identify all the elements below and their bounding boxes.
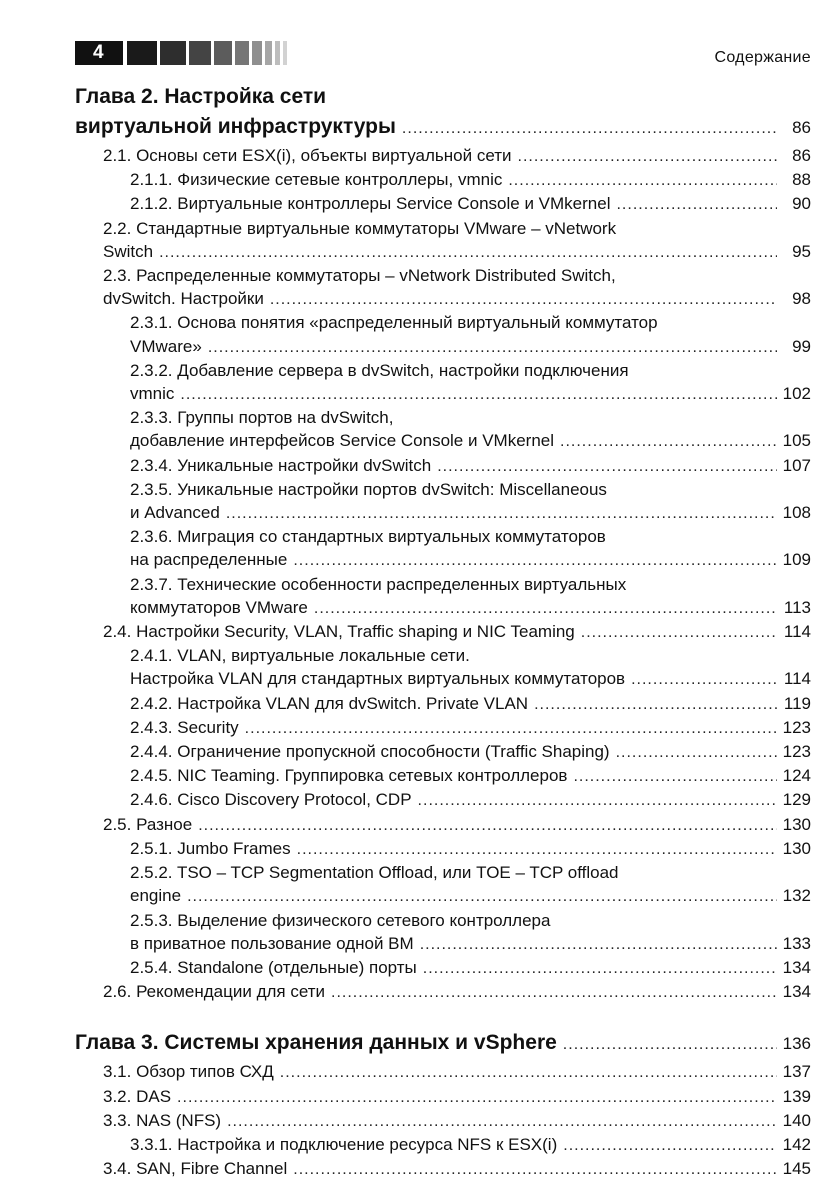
toc-entry-title: 2.4.4. Ограничение пропускной способности (Traffic Shaping) xyxy=(130,742,610,762)
chapter-2-title-line2: виртуальной инфраструктуры xyxy=(75,115,396,138)
toc-entry[interactable] xyxy=(75,573,811,620)
chapter-3-entries xyxy=(75,1060,811,1181)
chapter-2-title-row xyxy=(75,112,811,144)
toc-entry-row xyxy=(103,240,811,264)
dot-leader xyxy=(314,597,777,620)
chapter-2-entries xyxy=(75,144,811,1004)
toc-entry[interactable] xyxy=(75,264,811,311)
toc-entry-row xyxy=(103,620,811,644)
dot-leader xyxy=(581,621,777,644)
toc-entry-page: 88 xyxy=(792,170,811,190)
toc-entry-page: 107 xyxy=(782,455,811,475)
header-bar xyxy=(252,41,262,65)
toc-entry-text-line: 2.4.1. VLAN, виртуальные локальные сети. xyxy=(130,646,470,666)
toc-entry[interactable] xyxy=(75,478,811,525)
toc-entry[interactable] xyxy=(75,837,811,861)
dot-leader xyxy=(573,765,776,788)
running-header-title: Содержание xyxy=(714,49,811,66)
dot-leader xyxy=(226,502,777,525)
chapter-2-page: 86 xyxy=(792,118,811,137)
toc-entry[interactable] xyxy=(75,716,811,740)
toc-entry-title: 2.1.1. Физические сетевые контроллеры, vmnic xyxy=(130,170,503,190)
toc-entry-page: 113 xyxy=(783,597,811,617)
toc-entry[interactable] xyxy=(75,1085,811,1109)
toc-entry-title: Switch xyxy=(103,241,154,261)
toc-entry-page: 114 xyxy=(783,622,811,642)
toc-entry-row xyxy=(130,192,811,216)
dot-leader xyxy=(616,193,777,216)
toc-entry[interactable] xyxy=(75,144,811,168)
toc-entry-text-line: 2.3.5. Уникальные настройки портов dvSwitch: Miscellaneous xyxy=(130,479,607,499)
toc-entry-title: в приватное пользование одной ВМ xyxy=(130,933,414,953)
chapter-2-heading xyxy=(75,82,811,144)
toc-entry[interactable] xyxy=(75,813,811,837)
dot-leader xyxy=(508,169,777,192)
toc-entry-page: 124 xyxy=(782,766,811,786)
header-bar xyxy=(283,41,287,65)
header-bar xyxy=(214,41,232,65)
toc-entry-text-line: 2.3.1. Основа понятия «распределенный виртуальный коммутатор xyxy=(130,313,658,333)
toc-entry-page: 142 xyxy=(782,1134,811,1154)
toc-entry-page: 99 xyxy=(792,336,811,356)
toc-entry-row xyxy=(130,716,811,740)
toc-entry-title: добавление интерфейсов Service Console и VMkernel xyxy=(130,431,555,451)
toc-entry-row xyxy=(130,837,811,861)
toc-entry[interactable] xyxy=(75,168,811,192)
table-of-contents xyxy=(75,82,811,1181)
toc-entry-text-line: 2.2. Стандартные виртуальные коммутаторы VMware – vNetwork xyxy=(103,218,617,238)
toc-entry-page: 98 xyxy=(792,289,811,309)
toc-entry-text-line: 2.3.3. Группы портов на dvSwitch, xyxy=(130,408,394,428)
dot-leader xyxy=(631,668,777,691)
toc-entry-page: 129 xyxy=(782,790,811,810)
toc-entry-title: 2.5.1. Jumbo Frames xyxy=(130,838,291,858)
toc-entry-page: 109 xyxy=(782,550,811,570)
toc-entry-title: 2.1.2. Виртуальные контроллеры Service Console и VMkernel xyxy=(130,194,611,214)
toc-entry-page: 86 xyxy=(792,146,811,165)
toc-entry-row xyxy=(130,382,811,406)
toc-entry-title: 3.3. NAS (NFS) xyxy=(103,1110,222,1130)
dot-leader xyxy=(293,1158,776,1181)
toc-entry-title: 2.5. Разное xyxy=(103,814,193,834)
header-bar xyxy=(265,41,272,65)
toc-entry[interactable] xyxy=(75,525,811,572)
toc-entry-page: 95 xyxy=(792,241,811,261)
toc-entry-page: 102 xyxy=(782,384,811,404)
toc-entry-title: 3.1. Обзор типов СХД xyxy=(103,1062,274,1082)
dot-leader xyxy=(245,717,777,740)
toc-entry[interactable] xyxy=(75,764,811,788)
toc-entry-title: 2.3.4. Уникальные настройки dvSwitch xyxy=(130,455,432,475)
toc-entry[interactable] xyxy=(75,311,811,358)
toc-entry-page: 145 xyxy=(782,1159,811,1179)
dot-leader xyxy=(208,336,777,359)
toc-entry-title: 3.3.1. Настройка и подключение ресурса NFS к ESX(i) xyxy=(130,1134,558,1154)
toc-entry-row xyxy=(130,764,811,788)
toc-entry-row xyxy=(103,980,811,1004)
dot-leader xyxy=(534,693,777,716)
toc-entry-row xyxy=(103,1060,811,1084)
toc-entry-page: 123 xyxy=(782,717,811,737)
toc-entry-title: engine xyxy=(130,886,182,906)
toc-entry-title: 2.4.6. Cisco Discovery Protocol, CDP xyxy=(130,790,412,810)
toc-entry-row xyxy=(130,667,811,691)
toc-entry[interactable] xyxy=(75,692,811,716)
chapter-3-page: 136 xyxy=(782,1034,811,1054)
toc-entry-title: и Advanced xyxy=(130,503,220,523)
dot-leader xyxy=(187,885,777,908)
toc-entry-title: на распределенные xyxy=(130,550,288,570)
toc-entry-text-line: 2.5.2. TSO – TCP Segmentation Offload, или TOE – TCP offload xyxy=(130,863,619,883)
toc-entry-title: 2.4.2. Настройка VLAN для dvSwitch. Private VLAN xyxy=(130,693,529,713)
toc-entry-page: 132 xyxy=(782,886,811,906)
toc-entry-row xyxy=(103,1157,811,1181)
toc-entry[interactable] xyxy=(75,909,811,956)
toc-entry-page: 134 xyxy=(782,982,811,1002)
toc-entry-page: 119 xyxy=(783,693,811,713)
toc-entry[interactable] xyxy=(75,1109,811,1133)
dot-leader xyxy=(563,1134,776,1157)
toc-entry-page: 90 xyxy=(792,194,811,214)
toc-entry-row xyxy=(130,932,811,956)
toc-entry[interactable] xyxy=(75,980,811,1004)
toc-entry-row xyxy=(103,813,811,837)
toc-entry-title: 2.4. Настройки Security, VLAN, Traffic shaping и NIC Teaming xyxy=(103,622,575,642)
dot-leader xyxy=(563,1030,777,1060)
toc-entry-title: VMware» xyxy=(130,336,202,356)
toc-entry-row xyxy=(103,144,811,168)
dot-leader xyxy=(198,814,776,837)
dot-leader xyxy=(518,145,778,168)
toc-entry[interactable] xyxy=(75,359,811,406)
toc-entry-page: 123 xyxy=(782,742,811,762)
toc-entry-text-line: 2.3.6. Миграция со стандартных виртуальных коммутаторов xyxy=(130,527,606,547)
toc-entry-title: Настройка VLAN для стандартных виртуальных коммутаторов xyxy=(130,669,626,689)
toc-entry[interactable] xyxy=(75,1060,811,1084)
toc-entry[interactable] xyxy=(75,956,811,980)
toc-entry[interactable] xyxy=(75,620,811,644)
toc-entry-row xyxy=(130,884,811,908)
toc-entry-title: dvSwitch. Настройки xyxy=(103,289,264,309)
dot-leader xyxy=(180,383,776,406)
toc-entry[interactable] xyxy=(75,861,811,908)
toc-entry[interactable] xyxy=(75,740,811,764)
toc-entry-row xyxy=(130,168,811,192)
dot-leader xyxy=(331,981,777,1004)
toc-entry[interactable] xyxy=(75,192,811,216)
toc-entry-page: 133 xyxy=(782,933,811,953)
toc-entry-title: 3.4. SAN, Fibre Channel xyxy=(103,1159,288,1179)
toc-entry-row xyxy=(130,548,811,572)
header-bar xyxy=(275,41,280,65)
page-number: 4 xyxy=(75,41,123,65)
toc-entry-page: 114 xyxy=(783,669,811,689)
toc-entry-page: 108 xyxy=(782,503,811,523)
chapter-3-title-row xyxy=(75,1028,811,1060)
toc-entry-title: 2.5.4. Standalone (отдельные) порты xyxy=(130,957,417,977)
toc-entry[interactable] xyxy=(75,217,811,264)
toc-entry-text-line: 2.5.3. Выделение физического сетевого контроллера xyxy=(130,910,551,930)
toc-entry[interactable] xyxy=(75,644,811,691)
toc-entry-row xyxy=(130,454,811,478)
toc-entry-page: 130 xyxy=(782,814,811,834)
toc-entry-row xyxy=(103,1109,811,1133)
toc-entry-row xyxy=(130,740,811,764)
dot-leader xyxy=(418,789,777,812)
toc-entry[interactable] xyxy=(75,1133,811,1157)
dot-leader xyxy=(297,838,777,861)
toc-entry-row xyxy=(130,956,811,980)
dot-leader xyxy=(437,455,776,478)
chapter-2-title-line1: Глава 2. Настройка сети xyxy=(75,85,327,108)
dot-leader xyxy=(280,1061,777,1084)
toc-entry[interactable] xyxy=(75,1157,811,1181)
toc-entry-row xyxy=(130,335,811,359)
dot-leader xyxy=(616,741,777,764)
toc-entry-row xyxy=(130,692,811,716)
toc-entry-page: 134 xyxy=(782,957,811,977)
dot-leader xyxy=(423,957,777,980)
dot-leader xyxy=(293,549,776,572)
toc-entry-text-line: 2.3.2. Добавление сервера в dvSwitch, настройки подключения xyxy=(130,360,629,380)
toc-entry-title: 2.4.5. NIC Teaming. Группировка сетевых контроллеров xyxy=(130,766,568,786)
toc-entry-row xyxy=(130,788,811,812)
page-header xyxy=(75,39,811,69)
dot-leader xyxy=(402,114,777,144)
header-bar xyxy=(127,41,157,65)
toc-entry-page: 140 xyxy=(782,1110,811,1130)
toc-entry-text-line: 2.3. Распределенные коммутаторы – vNetwork Distributed Switch, xyxy=(103,266,616,286)
dot-leader xyxy=(560,430,777,453)
header-bar xyxy=(235,41,249,65)
toc-entry-title: vmnic xyxy=(130,384,175,404)
dot-leader xyxy=(420,933,777,956)
toc-entry[interactable] xyxy=(75,406,811,453)
toc-entry[interactable] xyxy=(75,454,811,478)
chapter-3-title: Глава 3. Системы хранения данных и vSphere xyxy=(75,1031,557,1055)
chapter-3-heading xyxy=(75,1028,811,1060)
toc-entry-row xyxy=(103,1085,811,1109)
toc-entry-row xyxy=(103,287,811,311)
toc-entry-row xyxy=(130,501,811,525)
toc-entry-page: 137 xyxy=(782,1062,811,1082)
toc-entry-row xyxy=(130,596,811,620)
toc-entry-page: 130 xyxy=(782,838,811,858)
toc-entry-title: 3.2. DAS xyxy=(103,1086,172,1106)
dot-leader xyxy=(270,288,777,311)
dot-leader xyxy=(159,241,777,264)
toc-entry-text-line: 2.3.7. Технические особенности распределенных виртуальных xyxy=(130,574,627,594)
toc-entry-title: 2.1. Основы сети ESX(i), объекты виртуальной сети xyxy=(103,146,512,165)
toc-entry-title: коммутаторов VMware xyxy=(130,597,308,617)
toc-entry-title: 2.6. Рекомендации для сети xyxy=(103,982,326,1002)
toc-entry-page: 105 xyxy=(782,431,811,451)
toc-entry-title: 2.4.3. Security xyxy=(130,717,239,737)
toc-entry-row xyxy=(130,1133,811,1157)
header-bar xyxy=(160,41,186,65)
header-bar xyxy=(189,41,211,65)
dot-leader xyxy=(177,1086,777,1109)
header-gradient-bars xyxy=(127,41,290,65)
toc-entry-row xyxy=(130,429,811,453)
dot-leader xyxy=(227,1110,777,1133)
toc-entry[interactable] xyxy=(75,788,811,812)
toc-entry-page: 139 xyxy=(782,1086,811,1106)
